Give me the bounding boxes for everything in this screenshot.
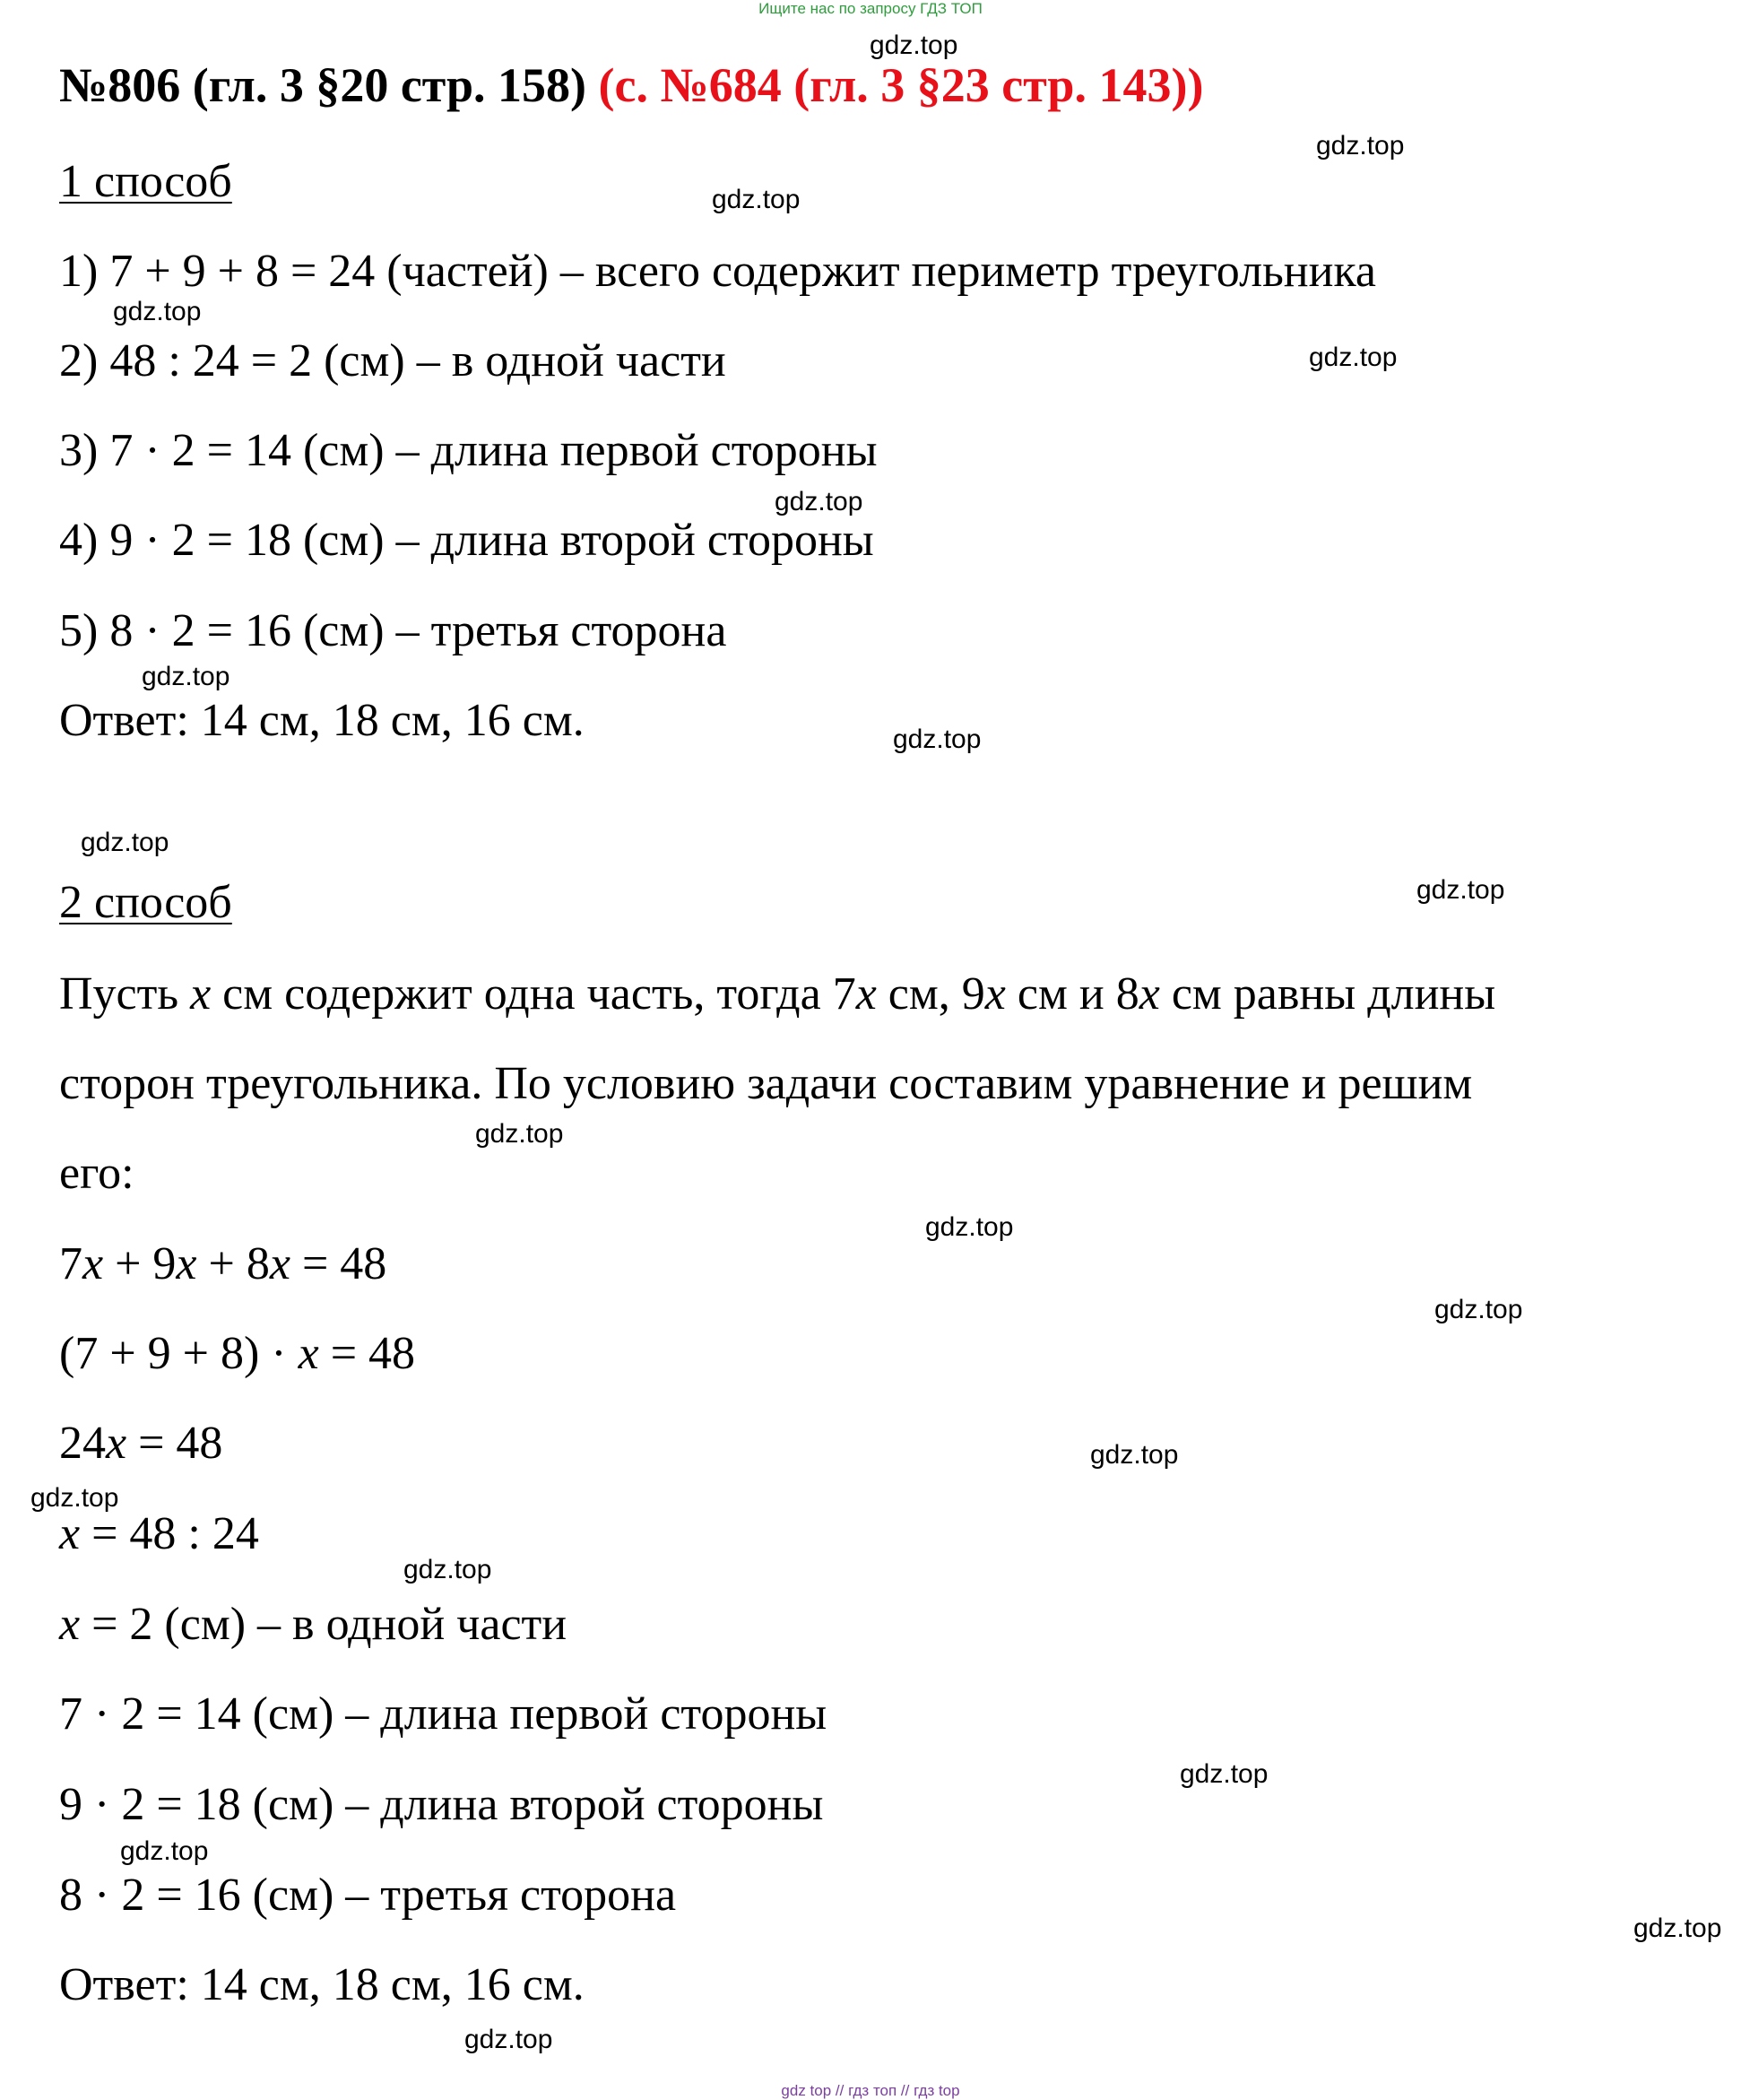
method1-step-5: 5) 8 · 2 = 16 (см) – третья сторона [59, 605, 727, 656]
watermark: gdz.top [893, 725, 982, 754]
watermark: gdz.top [142, 662, 230, 691]
watermark: gdz.top [1633, 1913, 1722, 1943]
watermark: gdz.top [925, 1212, 1014, 1242]
method2-intro-line2: сторон треугольника. По условию задачи составим уравнение и решим [59, 1058, 1473, 1109]
method1-step-3: 3) 7 · 2 = 14 (см) – длина первой стороны [59, 425, 878, 476]
watermark: gdz.top [1180, 1759, 1269, 1789]
title-alt-reference: (с. №684 (гл. 3 §23 стр. 143)) [598, 58, 1204, 112]
equation-2: (7 + 9 + 8) · x = 48 [59, 1328, 416, 1379]
method1-step-4: 4) 9 · 2 = 18 (см) – длина второй стороны [59, 515, 874, 566]
watermark: gdz.top [1309, 343, 1398, 372]
watermark: gdz.top [120, 1836, 209, 1866]
method2-step-2: 9 · 2 = 18 (см) – длина второй стороны [59, 1779, 824, 1830]
method2-answer: Ответ: 14 см, 18 см, 16 см. [59, 1959, 585, 2010]
header-search-note: Ищите нас по запросу ГДЗ ТОП [758, 0, 983, 17]
watermark: gdz.top [870, 30, 958, 60]
method2-intro-line3: его: [59, 1148, 134, 1199]
equation-1: 7x + 9x + 8x = 48 [59, 1238, 387, 1289]
watermark: gdz.top [1090, 1440, 1179, 1470]
watermark: gdz.top [81, 828, 169, 857]
method2-heading: 2 способ [59, 877, 232, 928]
method1-step-1: 1) 7 + 9 + 8 = 24 (частей) – всего содержит периметр треугольника [59, 246, 1376, 297]
problem-title [59, 59, 1203, 112]
equation-4: x = 48 : 24 [59, 1508, 259, 1559]
watermark: gdz.top [464, 2025, 553, 2054]
watermark: gdz.top [1416, 875, 1505, 905]
equation-5: x = 2 (см) – в одной части [59, 1599, 567, 1650]
footer-note: gdz top // гдз топ // гдз top [781, 2082, 960, 2099]
watermark: gdz.top [1316, 131, 1405, 161]
method2-intro-line1: Пусть x см содержит одна часть, тогда 7x см, 9x см и 8x см равны длины [59, 968, 1496, 1020]
method2-step-3: 8 · 2 = 16 (см) – третья сторона [59, 1870, 677, 1921]
equation-3: 24x = 48 [59, 1418, 223, 1469]
method1-step-2: 2) 48 : 24 = 2 (см) – в одной части [59, 335, 726, 386]
method2-step-1: 7 · 2 = 14 (см) – длина первой стороны [59, 1688, 827, 1740]
watermark: gdz.top [113, 297, 202, 326]
watermark: gdz.top [1434, 1295, 1523, 1324]
watermark: gdz.top [775, 487, 863, 516]
watermark: gdz.top [30, 1483, 119, 1513]
title-main: №806 (гл. 3 §20 стр. 158) [59, 58, 586, 112]
watermark: gdz.top [712, 185, 801, 214]
watermark: gdz.top [403, 1555, 492, 1584]
watermark: gdz.top [475, 1119, 564, 1149]
method1-answer: Ответ: 14 см, 18 см, 16 см. [59, 695, 585, 746]
method1-heading: 1 способ [59, 156, 232, 207]
